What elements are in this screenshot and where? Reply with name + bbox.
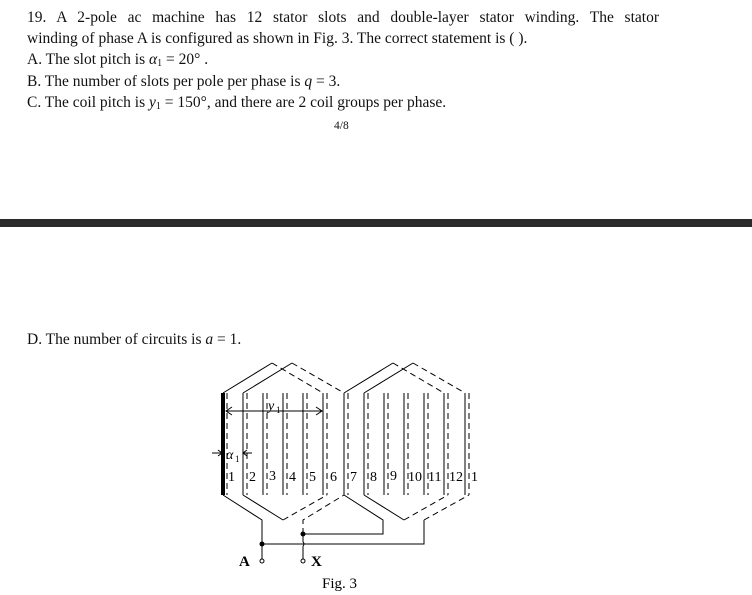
option-a-suffix: = 20° . [162,51,209,68]
option-c-suffix: = 150°, and there are 2 coil groups per phase. [160,94,447,111]
slot-label: 8 [370,470,377,485]
slot-label: 3 [269,469,276,484]
question-text-line2: winding of phase A is configured as shown in Fig. 3. The correct statement is ( ). [27,30,528,47]
option-a-sub: 1 [157,58,163,69]
option-b-prefix: B. The number of slots per pole per phase is [27,73,305,90]
option-a-prefix: A. The slot pitch is [27,51,149,68]
terminal-a-icon [260,559,264,563]
junction-dot [260,542,265,547]
slot-label: 9 [390,469,397,484]
junction-dot [301,532,306,537]
top-end-connections [223,363,465,393]
terminal-x-label: X [311,554,322,570]
coil-pitch-sub: 1 [276,405,281,415]
terminal-x-icon [301,559,305,563]
option-d-var: a [205,331,214,348]
option-d-prefix: D. The number of circuits is [27,331,206,348]
slot-pitch-sub: 1 [235,454,240,464]
option-b-suffix: = 3. [312,73,341,90]
option-a-var: α [149,51,158,68]
question-text-line1: 19. A 2-pole ac machine has 12 stator slots and double-layer stator winding. The stator [27,9,659,26]
slot-labels [228,469,478,485]
option-d-suffix: = 1. [213,331,242,348]
option-c-sub: 1 [155,101,161,112]
page-indicator: 4/8 [334,120,349,132]
option-b-var: q [304,73,313,90]
coil-pitch-label: y [268,399,275,414]
slot-pitch-label: α [226,448,234,463]
slot-label: 1 [471,470,478,485]
slot-label: 11 [428,470,442,485]
slot-label: 4 [289,470,296,485]
slot-label: 12 [449,470,463,485]
slot-label: 10 [408,470,422,485]
option-c-var: y [148,94,156,111]
bottom-end-connections [223,495,469,559]
slot-label: 2 [249,470,256,485]
option-c-prefix: C. The coil pitch is [27,94,149,111]
slot-label: 1 [228,470,235,485]
slot-label: 7 [350,470,357,485]
terminal-a-label: A [239,554,250,570]
figure-caption: Fig. 3 [322,576,358,592]
slot-label: 5 [309,470,316,485]
slot-label: 6 [330,470,337,485]
